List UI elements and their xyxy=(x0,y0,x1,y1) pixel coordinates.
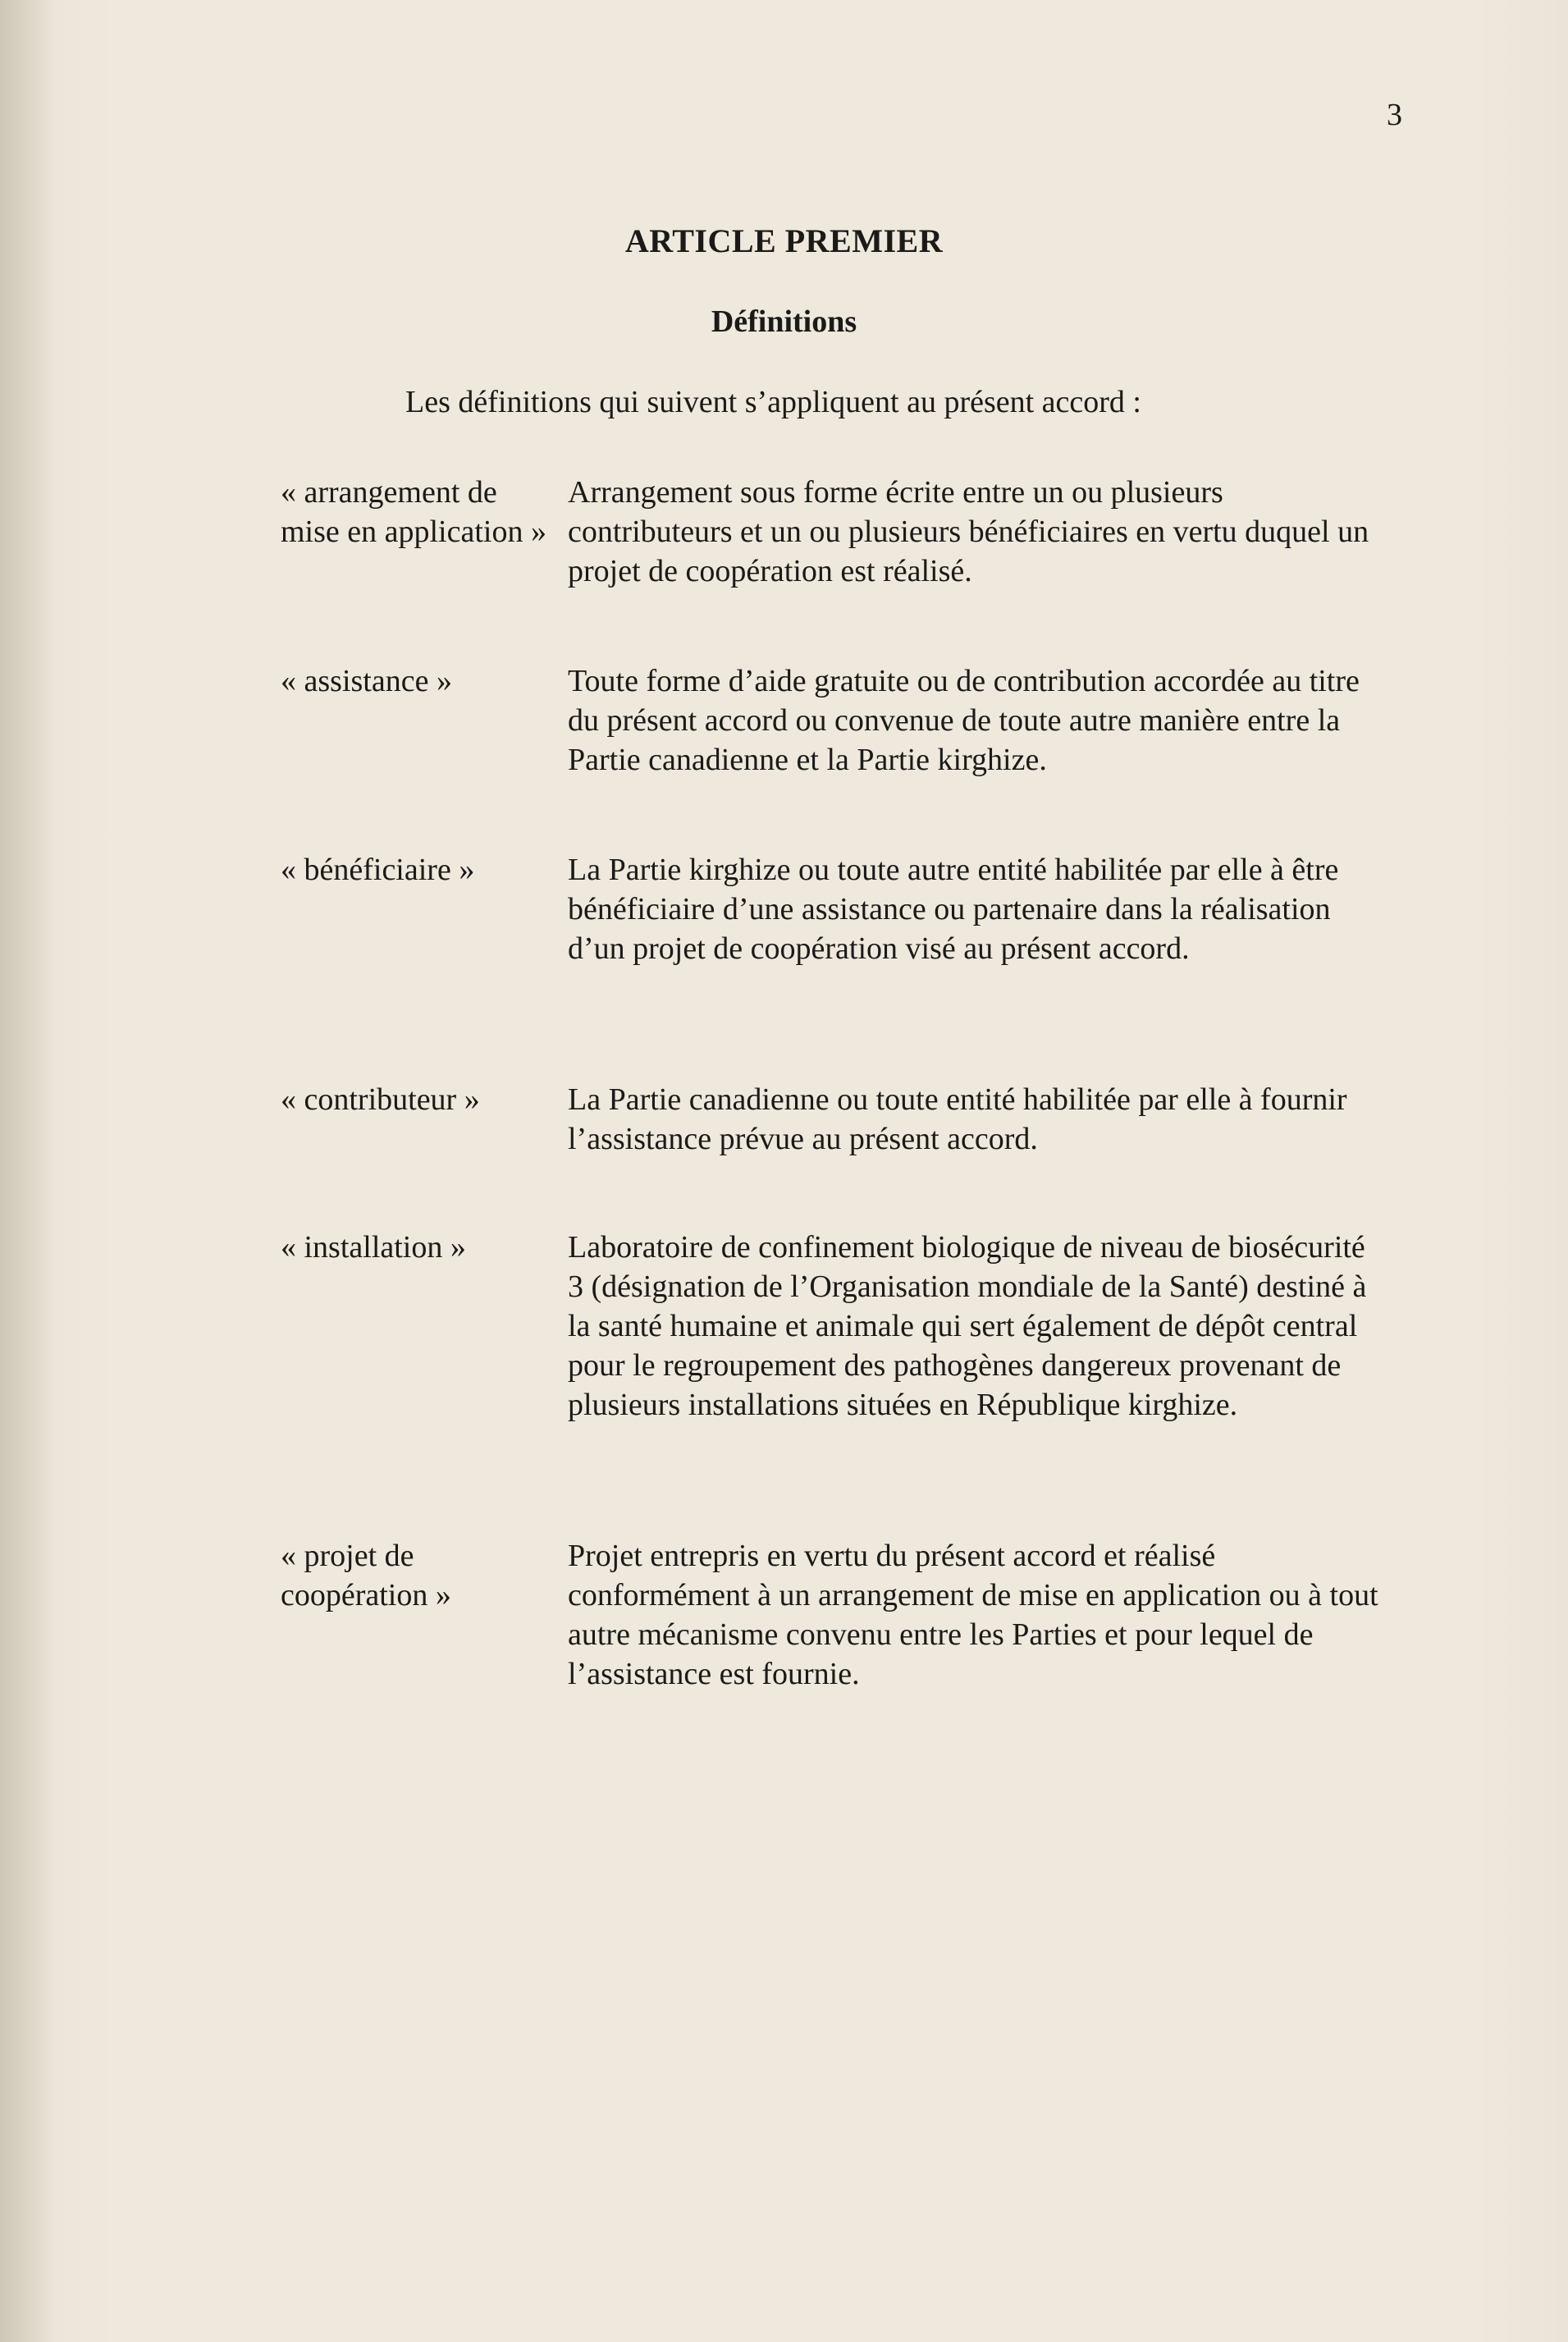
definition-term: « bénéficiaire » xyxy=(281,853,475,887)
definition-term: « contributeur » xyxy=(281,1082,480,1117)
definition-text: Laboratoire de confinement biologique de niveau de biosécurité 3 (désignation de l’Organisation mondiale de la Santé) destiné à la santé humaine et animale qui sert également de dépôt central pour le regroupement des pathogènes dangereux provenant de plusieurs installations situées en République kirghize. xyxy=(568,1230,1367,1422)
definition-text: La Partie kirghize ou toute autre entité habilitée par elle à être bénéficiaire d’une assistance ou partenaire dans la réalisation d’un projet de coopération visé au présent accord. xyxy=(568,853,1339,966)
binding-shadow xyxy=(0,0,57,2342)
page-number: 3 xyxy=(1387,98,1402,132)
section-title: Définitions xyxy=(711,304,857,339)
definition-term: « assistance » xyxy=(281,664,452,698)
article-title: ARTICLE PREMIER xyxy=(624,222,944,259)
intro-sentence: Les définitions qui suivent s’appliquent au présent accord : xyxy=(405,385,1141,419)
definition-term: « arrangement de mise en application » xyxy=(281,475,546,549)
definition-text: Projet entrepris en vertu du présent accord et réalisé conformément à un arrangement de mise en application ou à tout autre mécanisme convenu entre les Parties et pour lequel de l’assistance est fournie. xyxy=(568,1539,1378,1691)
definition-term: « installation » xyxy=(281,1230,466,1265)
definition-term: « projet de coopération » xyxy=(281,1539,451,1612)
definition-text: La Partie canadienne ou toute entité habilitée par elle à fournir l’assistance prévue au présent accord. xyxy=(568,1082,1347,1156)
definition-text: Arrangement sous forme écrite entre un ou plusieurs contributeurs et un ou plusieurs bénéficiaires en vertu duquel un projet de coopération est réalisé. xyxy=(568,475,1369,588)
definition-text: Toute forme d’aide gratuite ou de contribution accordée au titre du présent accord ou convenue de toute autre manière entre la Partie canadienne et la Partie kirghize. xyxy=(568,664,1360,777)
